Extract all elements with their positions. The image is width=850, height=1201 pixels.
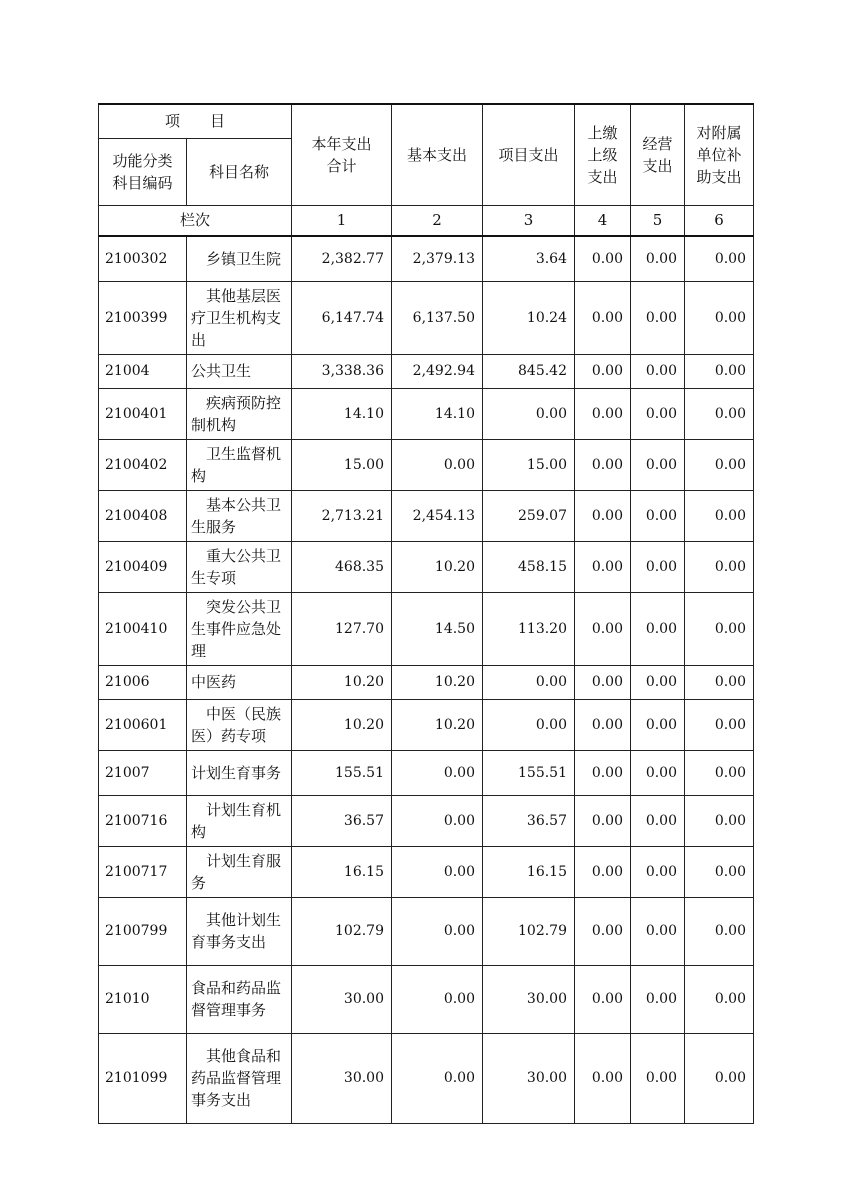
cell-basic: 0.00	[392, 965, 483, 1033]
cell-code: 2101099	[99, 1033, 187, 1123]
cell-total: 15.00	[292, 439, 392, 490]
cell-business: 0.00	[631, 1033, 685, 1123]
cell-remit: 0.00	[575, 592, 631, 665]
cell-name: 计划生育服务	[187, 846, 292, 897]
cell-remit: 0.00	[575, 846, 631, 897]
cell-project: 0.00	[483, 665, 575, 699]
cell-remit: 0.00	[575, 1033, 631, 1123]
cell-name: 其他食品和药品监督管理事务支出	[187, 1033, 292, 1123]
cell-total: 2,382.77	[292, 236, 392, 281]
cell-project: 10.24	[483, 281, 575, 354]
cell-subsidy: 0.00	[685, 541, 754, 592]
header-func-code: 功能分类 科目编码	[99, 138, 187, 205]
header-subsidy: 对附属 单位补 助支出	[685, 104, 754, 205]
cell-project: 30.00	[483, 1033, 575, 1123]
cell-business: 0.00	[631, 281, 685, 354]
cell-code: 2100302	[99, 236, 187, 281]
table-row	[99, 897, 754, 965]
table-row	[99, 965, 754, 1033]
header-basic: 基本支出	[392, 104, 483, 205]
cell-basic: 0.00	[392, 1033, 483, 1123]
cell-remit: 0.00	[575, 795, 631, 846]
cell-project: 15.00	[483, 439, 575, 490]
cell-remit: 0.00	[575, 665, 631, 699]
cell-business: 0.00	[631, 750, 685, 795]
cell-code: 2100410	[99, 592, 187, 665]
cell-project: 36.57	[483, 795, 575, 846]
cell-name: 其他基层医疗卫生机构支出	[187, 281, 292, 354]
cell-code: 21010	[99, 965, 187, 1033]
cell-code: 2100717	[99, 846, 187, 897]
cell-basic: 2,492.94	[392, 354, 483, 388]
cell-total: 155.51	[292, 750, 392, 795]
cell-name: 中医药	[187, 665, 292, 699]
cell-name: 重大公共卫生专项	[187, 541, 292, 592]
cell-basic: 10.20	[392, 699, 483, 750]
cell-subsidy: 0.00	[685, 439, 754, 490]
cell-subsidy: 0.00	[685, 592, 754, 665]
cell-basic: 2,379.13	[392, 236, 483, 281]
cell-total: 14.10	[292, 388, 392, 439]
table-row	[99, 281, 754, 354]
cell-business: 0.00	[631, 541, 685, 592]
cell-project: 0.00	[483, 388, 575, 439]
cell-name: 食品和药品监督管理事务	[187, 965, 292, 1033]
cell-name: 其他计划生育事务支出	[187, 897, 292, 965]
cell-project: 30.00	[483, 965, 575, 1033]
cell-business: 0.00	[631, 490, 685, 541]
cell-name: 卫生监督机构	[187, 439, 292, 490]
cell-business: 0.00	[631, 897, 685, 965]
header-total: 本年支出 合计	[292, 104, 392, 205]
table-header	[99, 104, 754, 236]
table-row	[99, 388, 754, 439]
cell-business: 0.00	[631, 592, 685, 665]
table-body	[99, 236, 754, 1123]
cell-subsidy: 0.00	[685, 965, 754, 1033]
cell-subsidy: 0.00	[685, 795, 754, 846]
cell-total: 6,147.74	[292, 281, 392, 354]
cell-total: 2,713.21	[292, 490, 392, 541]
cell-project: 155.51	[483, 750, 575, 795]
cell-code: 2100799	[99, 897, 187, 965]
header-item: 项 目	[99, 104, 292, 138]
cell-remit: 0.00	[575, 965, 631, 1033]
cell-project: 259.07	[483, 490, 575, 541]
table-row	[99, 1033, 754, 1123]
cell-subsidy: 0.00	[685, 354, 754, 388]
cell-total: 30.00	[292, 965, 392, 1033]
cell-code: 2100601	[99, 699, 187, 750]
cell-code: 2100401	[99, 388, 187, 439]
cell-business: 0.00	[631, 699, 685, 750]
cell-subsidy: 0.00	[685, 665, 754, 699]
cell-basic: 0.00	[392, 795, 483, 846]
cell-total: 10.20	[292, 699, 392, 750]
cell-business: 0.00	[631, 846, 685, 897]
cell-remit: 0.00	[575, 490, 631, 541]
cell-remit: 0.00	[575, 897, 631, 965]
table-row	[99, 490, 754, 541]
cell-project: 0.00	[483, 699, 575, 750]
cell-subsidy: 0.00	[685, 281, 754, 354]
cell-code: 21006	[99, 665, 187, 699]
cell-subsidy: 0.00	[685, 388, 754, 439]
table-row	[99, 439, 754, 490]
cell-name: 基本公共卫生服务	[187, 490, 292, 541]
cell-total: 102.79	[292, 897, 392, 965]
cell-basic: 14.50	[392, 592, 483, 665]
cell-subsidy: 0.00	[685, 236, 754, 281]
cell-basic: 0.00	[392, 897, 483, 965]
table-row	[99, 750, 754, 795]
table-row	[99, 354, 754, 388]
cell-name: 疾病预防控制机构	[187, 388, 292, 439]
cell-name: 乡镇卫生院	[187, 236, 292, 281]
col-num-6: 6	[685, 205, 754, 236]
cell-total: 36.57	[292, 795, 392, 846]
cell-basic: 10.20	[392, 665, 483, 699]
header-project: 项目支出	[483, 104, 575, 205]
cell-code: 2100716	[99, 795, 187, 846]
cell-remit: 0.00	[575, 236, 631, 281]
cell-remit: 0.00	[575, 750, 631, 795]
table-row	[99, 795, 754, 846]
cell-remit: 0.00	[575, 354, 631, 388]
cell-business: 0.00	[631, 965, 685, 1033]
cell-basic: 0.00	[392, 846, 483, 897]
cell-name: 计划生育事务	[187, 750, 292, 795]
col-num-2: 2	[392, 205, 483, 236]
table-row	[99, 846, 754, 897]
table-row	[99, 236, 754, 281]
cell-basic: 6,137.50	[392, 281, 483, 354]
col-num-4: 4	[575, 205, 631, 236]
cell-basic: 14.10	[392, 388, 483, 439]
cell-code: 21004	[99, 354, 187, 388]
cell-total: 30.00	[292, 1033, 392, 1123]
cell-project: 458.15	[483, 541, 575, 592]
cell-subsidy: 0.00	[685, 846, 754, 897]
cell-project: 102.79	[483, 897, 575, 965]
cell-remit: 0.00	[575, 388, 631, 439]
table-row	[99, 665, 754, 699]
cell-project: 3.64	[483, 236, 575, 281]
col-num-1: 1	[292, 205, 392, 236]
cell-business: 0.00	[631, 236, 685, 281]
cell-code: 2100408	[99, 490, 187, 541]
cell-total: 468.35	[292, 541, 392, 592]
cell-subsidy: 0.00	[685, 490, 754, 541]
cell-remit: 0.00	[575, 281, 631, 354]
cell-total: 3,338.36	[292, 354, 392, 388]
col-num-3: 3	[483, 205, 575, 236]
cell-basic: 2,454.13	[392, 490, 483, 541]
cell-project: 113.20	[483, 592, 575, 665]
cell-name: 公共卫生	[187, 354, 292, 388]
cell-remit: 0.00	[575, 439, 631, 490]
table-row	[99, 699, 754, 750]
header-col-index: 栏次	[99, 205, 292, 236]
cell-code: 2100402	[99, 439, 187, 490]
cell-total: 10.20	[292, 665, 392, 699]
cell-basic: 10.20	[392, 541, 483, 592]
cell-name: 中医（民族医）药专项	[187, 699, 292, 750]
cell-business: 0.00	[631, 354, 685, 388]
cell-total: 127.70	[292, 592, 392, 665]
cell-basic: 0.00	[392, 750, 483, 795]
cell-name: 计划生育机构	[187, 795, 292, 846]
cell-business: 0.00	[631, 795, 685, 846]
cell-subsidy: 0.00	[685, 1033, 754, 1123]
col-num-5: 5	[631, 205, 685, 236]
table-row	[99, 541, 754, 592]
expenditure-table	[98, 103, 754, 1124]
cell-code: 21007	[99, 750, 187, 795]
header-remit: 上缴 上级 支出	[575, 104, 631, 205]
cell-subsidy: 0.00	[685, 897, 754, 965]
cell-business: 0.00	[631, 665, 685, 699]
cell-subsidy: 0.00	[685, 699, 754, 750]
cell-total: 16.15	[292, 846, 392, 897]
cell-project: 845.42	[483, 354, 575, 388]
cell-code: 2100409	[99, 541, 187, 592]
cell-name: 突发公共卫生事件应急处理	[187, 592, 292, 665]
cell-remit: 0.00	[575, 541, 631, 592]
header-business: 经营 支出	[631, 104, 685, 205]
cell-remit: 0.00	[575, 699, 631, 750]
cell-basic: 0.00	[392, 439, 483, 490]
cell-code: 2100399	[99, 281, 187, 354]
cell-business: 0.00	[631, 439, 685, 490]
cell-business: 0.00	[631, 388, 685, 439]
header-subject-name: 科目名称	[187, 138, 292, 205]
table-row	[99, 592, 754, 665]
cell-subsidy: 0.00	[685, 750, 754, 795]
cell-project: 16.15	[483, 846, 575, 897]
